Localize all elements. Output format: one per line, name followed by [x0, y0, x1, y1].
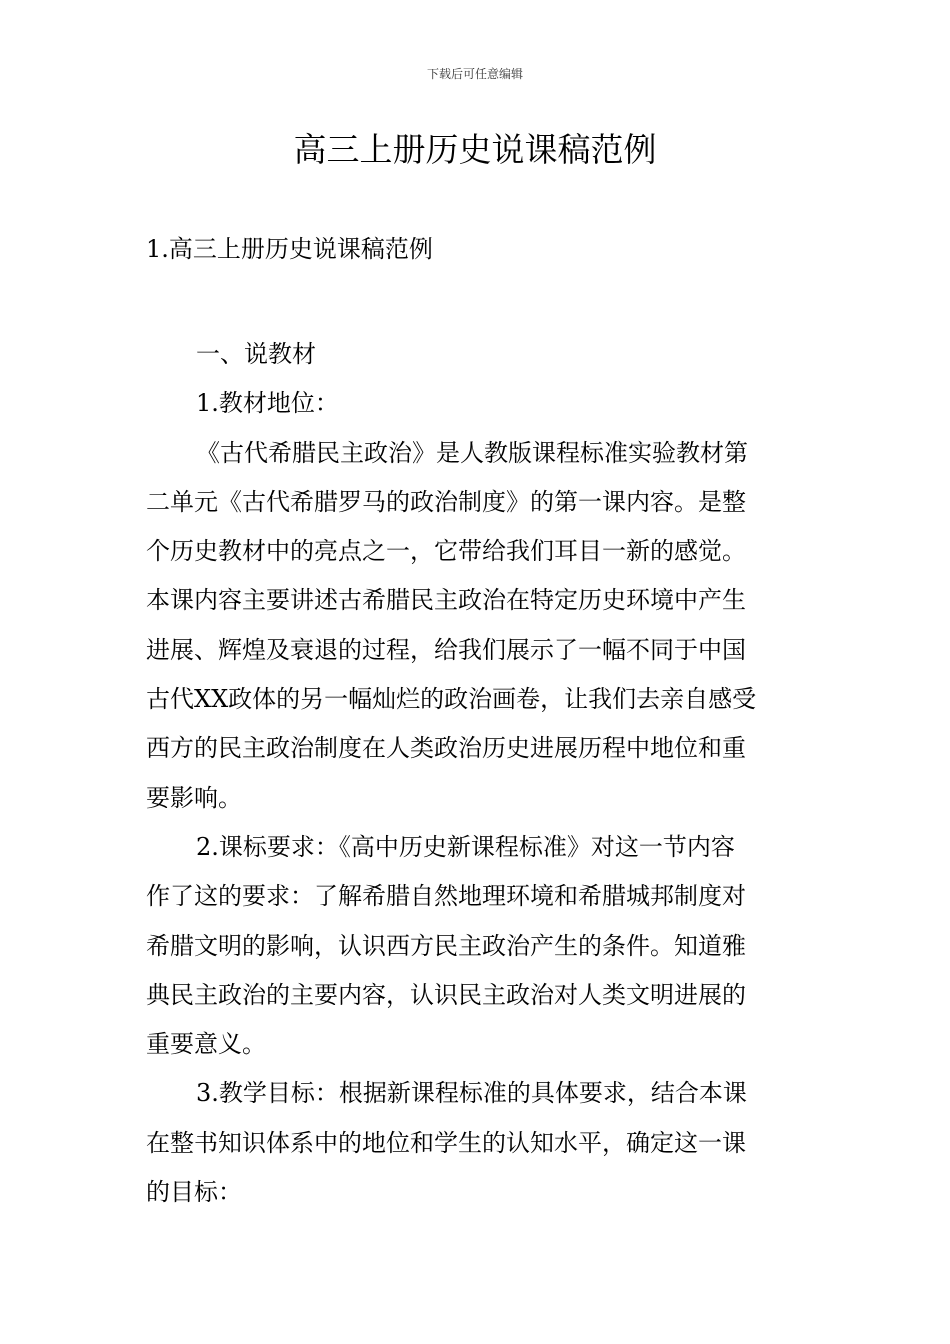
paragraph-line: 本课内容主要讲述古希腊民主政治在特定历史环境中产生 [146, 586, 746, 615]
paragraph-line: 《古代希腊民主政治》是人教版课程标准实验教材第 [196, 438, 748, 467]
document-title: 高三上册历史说课稿范例 [293, 130, 657, 169]
section-heading: 1.高三上册历史说课稿范例 [146, 235, 433, 263]
paragraph-line: 2.课标要求：《高中历史新课程标准》对这一节内容 [196, 832, 735, 861]
paragraph-line: 希腊文明的影响，认识西方民主政治产生的条件。知道雅 [146, 931, 746, 960]
paragraph-line: 的目标： [146, 1178, 242, 1207]
paragraph-line: 典民主政治的主要内容，认识民主政治对人类文明进展的 [146, 980, 746, 1009]
paragraph-curriculum-requirements [146, 823, 806, 1069]
paragraph-material-position [146, 429, 806, 823]
paragraph-line: 二单元《古代希腊罗马的政治制度》的第一课内容。是整 [146, 487, 746, 516]
paragraph-line: 进展、辉煌及衰退的过程，给我们展示了一幅不同于中国 [146, 635, 746, 664]
paragraph-line: 要影响。 [146, 783, 242, 812]
item-material-position: 1.教材地位： [196, 389, 339, 418]
paragraph-line: 3.教学目标：根据新课程标准的具体要求，结合本课 [196, 1079, 747, 1108]
document-body [146, 330, 806, 1217]
header-note: 下载后可任意编辑 [426, 67, 523, 81]
paragraph-line: 古代XX政体的另一幅灿烂的政治画卷，让我们去亲自感受 [146, 685, 757, 714]
paragraph-line: 西方的民主政治制度在人类政治历史进展历程中地位和重 [146, 734, 746, 763]
paragraph-line: 在整书知识体系中的地位和学生的认知水平，确定这一课 [146, 1128, 746, 1157]
paragraph-teaching-objectives [146, 1069, 806, 1217]
paragraph-line: 作了这的要求：了解希腊自然地理环境和希腊城邦制度对 [146, 882, 746, 911]
heading-teaching-material: 一、说教材 [196, 340, 316, 368]
paragraph-line: 重要意义。 [146, 1030, 266, 1059]
paragraph-line: 个历史教材中的亮点之一，它带给我们耳目一新的感觉。 [146, 537, 746, 566]
